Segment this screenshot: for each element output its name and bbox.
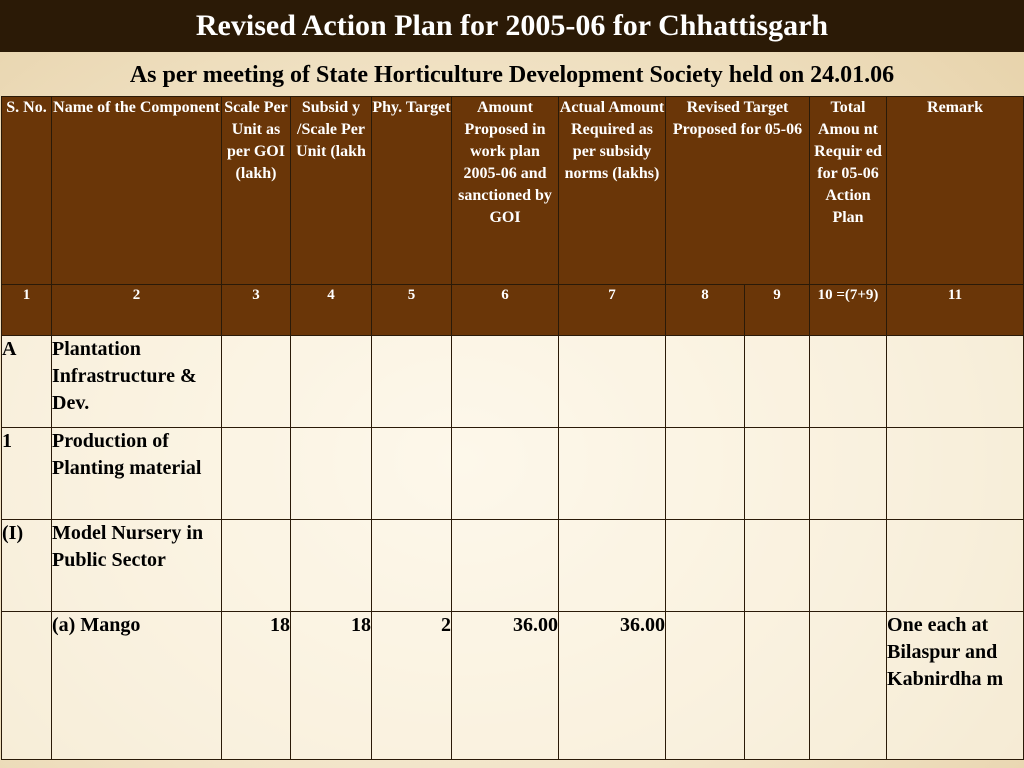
row-sno <box>2 612 52 760</box>
table-row <box>2 520 1024 612</box>
column-number: 6 <box>452 285 559 336</box>
row-total <box>810 520 887 612</box>
row-total <box>810 612 887 760</box>
header-amount-proposed: Amount Proposed in work plan 2005-06 and sanctioned by GOI <box>452 97 559 285</box>
column-number: 10 =(7+9) <box>810 285 887 336</box>
column-number: 8 <box>666 285 745 336</box>
row-scale <box>222 520 291 612</box>
row-total <box>810 428 887 520</box>
column-number: 11 <box>887 285 1024 336</box>
row-actual-amount: 36.00 <box>559 612 666 760</box>
row-phy-target <box>372 336 452 428</box>
row-subsidy <box>291 428 372 520</box>
column-number: 1 <box>2 285 52 336</box>
row-remark <box>887 428 1024 520</box>
row-scale <box>222 336 291 428</box>
row-component: (a) Mango <box>52 612 222 760</box>
column-number: 7 <box>559 285 666 336</box>
header-component: Name of the Component <box>52 97 222 285</box>
header-phy-target: Phy. Target <box>372 97 452 285</box>
header-actual-amount: Actual Amount Required as per subsidy norms (lakhs) <box>559 97 666 285</box>
row-revised-target-a <box>666 520 745 612</box>
row-subsidy <box>291 520 372 612</box>
row-remark <box>887 336 1024 428</box>
row-actual-amount <box>559 428 666 520</box>
row-amount-proposed <box>452 520 559 612</box>
row-revised-target-b <box>745 336 810 428</box>
header-row <box>2 97 1024 285</box>
row-remark <box>887 520 1024 612</box>
row-amount-proposed: 36.00 <box>452 612 559 760</box>
row-subsidy: 18 <box>291 612 372 760</box>
row-sno: A <box>2 336 52 428</box>
row-subsidy <box>291 336 372 428</box>
row-remark: One each at Bilaspur and Kabnirdha m <box>887 612 1024 760</box>
row-component: Model Nursery in Public Sector <box>52 520 222 612</box>
row-component: Production of Planting material <box>52 428 222 520</box>
row-scale <box>222 428 291 520</box>
row-revised-target-a <box>666 612 745 760</box>
row-phy-target <box>372 520 452 612</box>
table-row <box>2 428 1024 520</box>
row-total <box>810 336 887 428</box>
action-plan-table <box>1 96 1024 760</box>
column-number: 2 <box>52 285 222 336</box>
column-number: 4 <box>291 285 372 336</box>
column-number-row <box>2 285 1024 336</box>
header-total-amount: Total Amou nt Requir ed for 05-06 Action Plan <box>810 97 887 285</box>
column-number: 9 <box>745 285 810 336</box>
row-actual-amount <box>559 520 666 612</box>
header-remark: Remark <box>887 97 1024 285</box>
row-revised-target-b <box>745 520 810 612</box>
page-title: Revised Action Plan for 2005-06 for Chhattisgarh <box>0 0 1024 52</box>
row-scale: 18 <box>222 612 291 760</box>
row-sno: 1 <box>2 428 52 520</box>
header-revised-target: Revised Target Proposed for 05-06 <box>666 97 810 285</box>
header-sno: S. No. <box>2 97 52 285</box>
row-amount-proposed <box>452 428 559 520</box>
page-subtitle: As per meeting of State Horticulture Development Society held on 24.01.06 <box>129 61 895 88</box>
row-revised-target-a <box>666 336 745 428</box>
row-component: Plantation Infrastructure & Dev. <box>52 336 222 428</box>
row-revised-target-b <box>745 612 810 760</box>
header-scale: Scale Per Unit as per GOI (lakh) <box>222 97 291 285</box>
table-row <box>2 612 1024 760</box>
row-phy-target: 2 <box>372 612 452 760</box>
header-subsidy: Subsid y /Scale Per Unit (lakh <box>291 97 372 285</box>
column-number: 5 <box>372 285 452 336</box>
column-number: 3 <box>222 285 291 336</box>
row-amount-proposed <box>452 336 559 428</box>
row-revised-target-a <box>666 428 745 520</box>
table-row <box>2 336 1024 428</box>
row-revised-target-b <box>745 428 810 520</box>
row-actual-amount <box>559 336 666 428</box>
row-sno: (I) <box>2 520 52 612</box>
row-phy-target <box>372 428 452 520</box>
